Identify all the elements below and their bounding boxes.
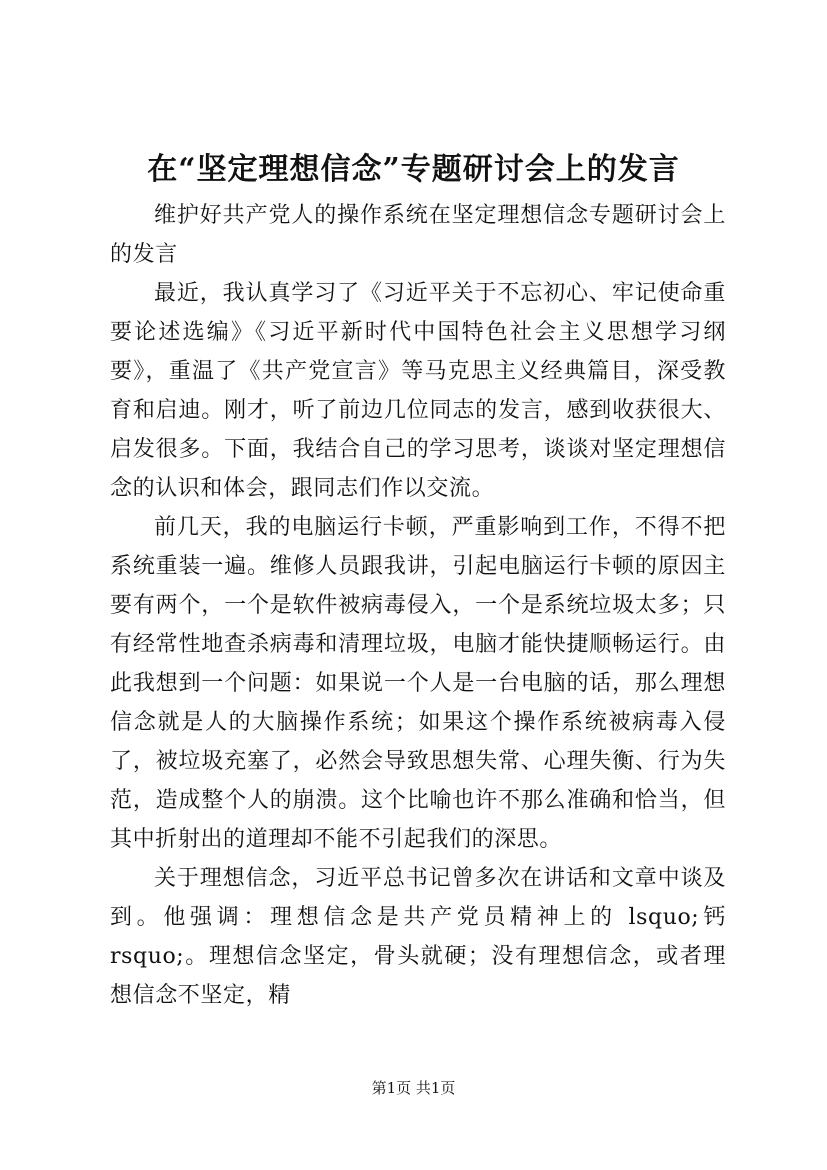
paragraph-subtitle: 维护好共产党人的操作系统在坚定理想信念专题研讨会上的发言: [110, 203, 726, 267]
page-footer: 第1页 共1页: [371, 1079, 456, 1097]
paragraph-computer-analogy: 前几天，我的电脑运行卡顿，严重影响到工作，不得不把系统重装一遍。维修人员跟我讲，引起电脑运行卡顿的原因主要有两个，一个是软件被病毒侵入，一个是系统垃圾太多；只有经常性地查杀病毒和清理垃圾，电脑才能快捷顺畅运行。由此我想到一个问题：如果说一个人是一台电脑的话，那么理想信念就是人的大脑操作系统；如果这个操作系统被病毒入侵了，被垃圾充塞了，必然会导致思想失常、心理失衡、行为失范，造成整个人的崩溃。这个比喻也许不那么准确和恰当，但其中折射出的道理却不能不引起我们的深思。: [110, 515, 726, 852]
document-title: 在“坚定理想信念”专题研讨会上的发言: [147, 152, 680, 187]
document-body: [110, 196, 726, 1015]
paragraph-ideals: 关于理想信念，习近平总书记曾多次在讲话和文章中谈及到。他强调：理想信念是共产党员精神上的 lsquo;钙 rsquo;。理想信念坚定，骨头就硬；没有理想信念，或者理想信念不坚定，精: [110, 866, 726, 1008]
paragraph-intro: 最近，我认真学习了《习近平关于不忘初心、牢记使命重要论述选编》《习近平新时代中国特色社会主义思想学习纲要》，重温了《共产党宣言》等马克思主义经典篇目，深受教育和启迪。刚才，听了前边几位同志的发言，感到收获很大、启发很多。下面，我结合自己的学习思考，谈谈对坚定理想信念的认识和体会，跟同志们作以交流。: [110, 281, 726, 501]
